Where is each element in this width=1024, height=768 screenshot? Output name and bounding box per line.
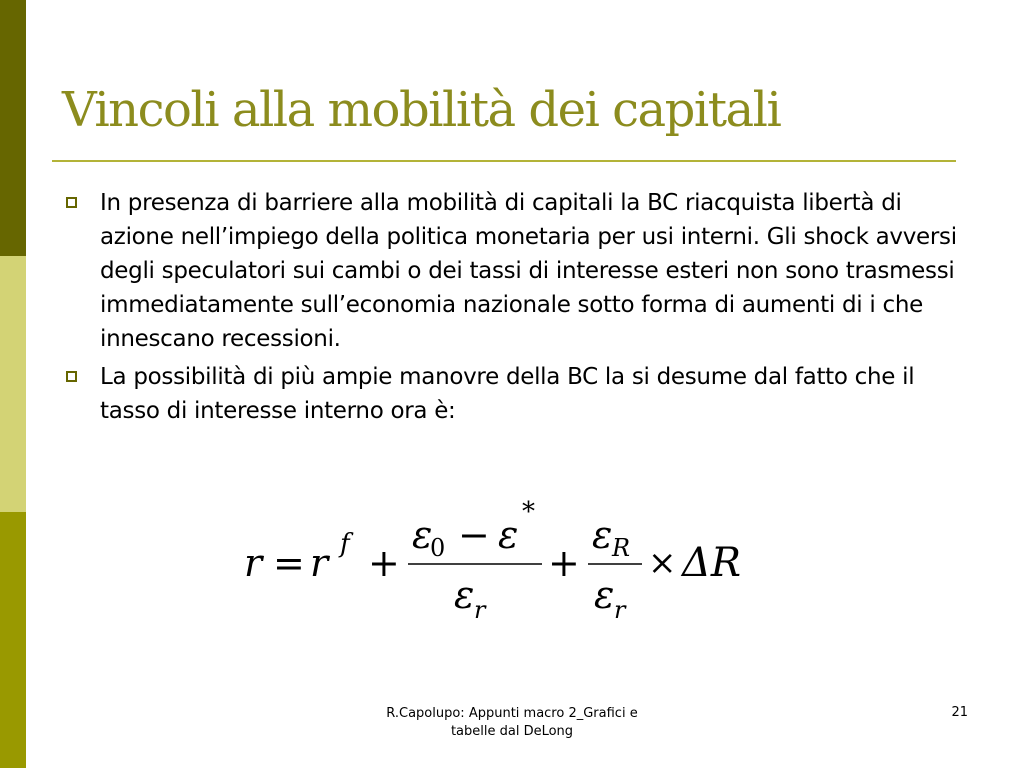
formula-subscript-capital-r: R [612, 534, 631, 562]
formula-r-foreign: r [310, 541, 329, 585]
formula-subscript-r-2: r [614, 596, 626, 624]
formula-subscript-zero: 0 [430, 534, 446, 562]
footer-source-line-2: tabelle dal DeLong [450, 724, 574, 739]
footer-source [352, 705, 672, 741]
title-underline [52, 160, 956, 162]
bullet-item [60, 360, 980, 428]
square-bullet-icon [66, 371, 77, 382]
formula-lhs-r: r [244, 541, 263, 585]
formula-subscript-r-1: r [474, 596, 486, 624]
sidebar-bottom-block [0, 512, 26, 768]
bullet-list [60, 186, 980, 432]
formula-epsilon-r-numerator: ε [592, 513, 613, 557]
sidebar-middle-block [0, 256, 26, 512]
formula-epsilon-zero: ε [412, 513, 433, 557]
slide-title: Vincoli alla mobilità dei capitali [62, 82, 781, 138]
bullet-text: La possibilità di più ampie manovre della BC la si desume dal fatto che il tasso di interesse interno ora è: [100, 364, 915, 424]
formula-plus-2: + [548, 541, 580, 585]
formula-epsilon-r-denominator-2: ε [594, 573, 615, 617]
formula-epsilon-r-denominator-1: ε [454, 573, 475, 617]
formula-equals: = [273, 541, 305, 585]
interest-rate-formula [236, 490, 756, 640]
square-bullet-icon [66, 197, 77, 208]
formula-plus-1: + [368, 541, 400, 585]
bullet-text: In presenza di barriere alla mobilità di capitali la BC riacquista libertà di azione nell’impiego della politica monetaria per usi interni. Gli shock avversi degli speculatori sui cambi o dei tassi di interesse esteri non sono trasmessi immediatamente sull’economia nazionale sotto forma di aumenti di i che innescano recessioni. [100, 190, 957, 352]
bullet-item [60, 186, 980, 356]
formula-superscript-f: f [340, 529, 350, 559]
formula-superscript-star: * [522, 497, 535, 527]
formula-times: × [648, 543, 677, 583]
sidebar-top-block [0, 0, 26, 256]
formula-minus: − [458, 513, 490, 557]
formula-epsilon-star: ε [498, 513, 519, 557]
formula-delta-r: ΔR [682, 540, 742, 586]
page-number: 21 [951, 705, 968, 720]
footer-source-line-1: R.Capolupo: Appunti macro 2_Grafici e [386, 706, 638, 721]
